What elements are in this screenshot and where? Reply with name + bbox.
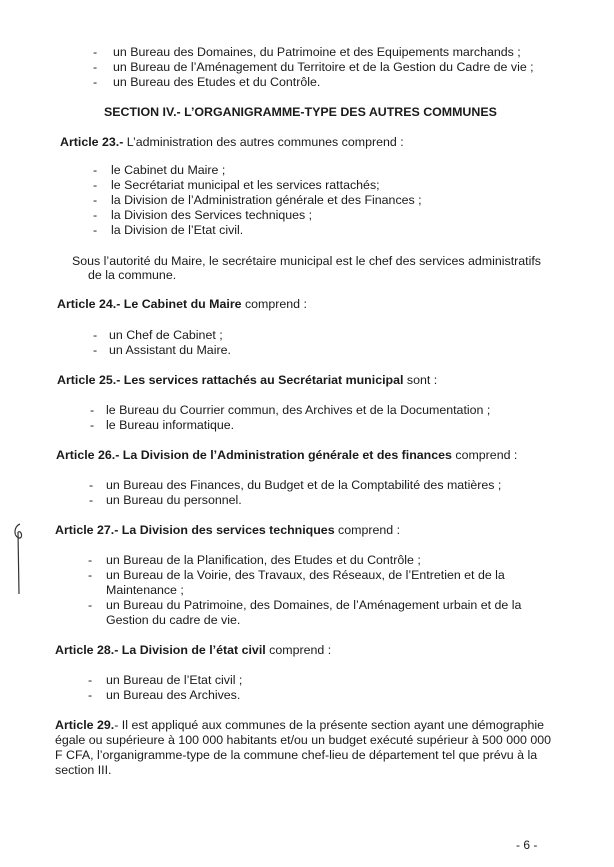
article-29-line <box>55 718 544 733</box>
bullet-dash: - <box>89 478 94 492</box>
page-number: - 6 - <box>516 838 538 852</box>
bullet-dash: - <box>93 178 98 192</box>
list-item: la Division des Services techniques ; <box>111 208 313 222</box>
handwritten-margin-mark <box>10 520 26 600</box>
article-23-label: Article 23.- <box>60 135 124 149</box>
article-28-heading <box>55 643 331 658</box>
bullet-dash: - <box>93 60 98 74</box>
list-item: un Assistant du Maire. <box>109 343 231 357</box>
bullet-dash: - <box>88 598 93 612</box>
bullet-dash: - <box>88 673 93 687</box>
list-item: le Bureau du Courrier commun, des Archives et de la Documentation ; <box>106 403 491 417</box>
list-item: le Cabinet du Maire ; <box>111 163 226 177</box>
list-item: le Secrétariat municipal et les services rattachés; <box>111 178 380 192</box>
list-item: un Bureau du Patrimoine, des Domaines, de l’Aménagement urbain et de la <box>106 598 522 612</box>
list-item: un Bureau du personnel. <box>106 493 242 507</box>
list-item: la Division de l’Etat civil. <box>111 223 244 237</box>
bullet-dash: - <box>93 208 98 222</box>
bullet-dash: - <box>90 403 95 417</box>
article-26-heading <box>56 448 517 463</box>
article-29-label: Article 29. <box>55 718 115 732</box>
article-23-text: L’administration des autres communes comprend : <box>123 135 404 149</box>
bullet-dash: - <box>93 75 98 89</box>
paragraph-line: Sous l’autorité du Maire, le secrétaire municipal est le chef des services administratifs <box>72 254 541 268</box>
article-28-text: comprend : <box>265 643 332 657</box>
article-25-heading <box>57 373 437 388</box>
article-29-text: - Il est appliqué aux communes de la présente section ayant une démographie <box>114 718 545 732</box>
bullet-dash: - <box>88 568 93 582</box>
list-item: un Bureau de la Voirie, des Travaux, des Réseaux, de l’Entretien et de la <box>106 568 505 582</box>
bullet-dash: - <box>90 418 95 432</box>
paragraph-line: section III. <box>55 763 112 777</box>
list-item: le Bureau informatique. <box>106 418 235 432</box>
section-title: SECTION IV.- L’ORGANIGRAMME-TYPE DES AUTRES COMMUNES <box>104 105 497 119</box>
article-25-label: Article 25.- Les services rattachés au Secrétariat municipal <box>57 373 404 387</box>
article-26-text: comprend : <box>451 448 518 462</box>
bullet-dash: - <box>93 163 98 177</box>
list-item: un Bureau de l’Etat civil ; <box>106 673 243 687</box>
list-item: la Division de l’Administration générale et des Finances ; <box>111 193 422 207</box>
bullet-dash: - <box>93 193 98 207</box>
bullet-dash: - <box>93 45 98 59</box>
article-27-text: comprend : <box>334 523 401 537</box>
article-23-heading <box>60 135 404 150</box>
bullet-dash: - <box>88 688 93 702</box>
paragraph-line: de la commune. <box>88 268 177 282</box>
article-28-label: Article 28.- La Division de l’état civil <box>55 643 266 657</box>
list-item-continuation: Gestion du cadre de vie. <box>106 613 241 627</box>
article-24-heading <box>57 297 307 312</box>
bullet-dash: - <box>93 328 98 342</box>
list-item: un Bureau des Finances, du Budget et de la Comptabilité des matières ; <box>106 478 502 492</box>
article-26-label: Article 26.- La Division de l’Administration générale et des finances <box>56 448 452 462</box>
list-item: un Bureau de la Planification, des Etudes et du Contrôle ; <box>106 553 421 567</box>
bullet-dash: - <box>93 223 98 237</box>
paragraph-line: F CFA, l’organigramme-type de la commune chef-lieu de département tel que prévu à la <box>55 748 538 762</box>
list-item-continuation: Maintenance ; <box>106 583 184 597</box>
bullet-dash: - <box>93 343 98 357</box>
list-item: un Chef de Cabinet ; <box>109 328 223 342</box>
paragraph-line: égale ou supérieure à 100 000 habitants et/ou un budget exécuté supérieur à 500 000 000 <box>55 733 552 747</box>
bullet-dash: - <box>88 553 93 567</box>
list-item: un Bureau des Etudes et du Contrôle. <box>113 75 321 89</box>
list-item: un Bureau des Domaines, du Patrimoine et des Equipements marchands ; <box>113 45 521 59</box>
bullet-dash: - <box>89 493 94 507</box>
article-27-heading <box>55 523 400 538</box>
list-item: un Bureau de l’Aménagement du Territoire et de la Gestion du Cadre de vie ; <box>113 60 534 74</box>
article-24-text: comprend : <box>241 297 307 311</box>
article-25-text: sont : <box>403 373 438 387</box>
article-27-label: Article 27.- La Division des services techniques <box>55 523 335 537</box>
list-item: un Bureau des Archives. <box>106 688 241 702</box>
article-24-label: Article 24.- Le Cabinet du Maire <box>57 297 242 311</box>
